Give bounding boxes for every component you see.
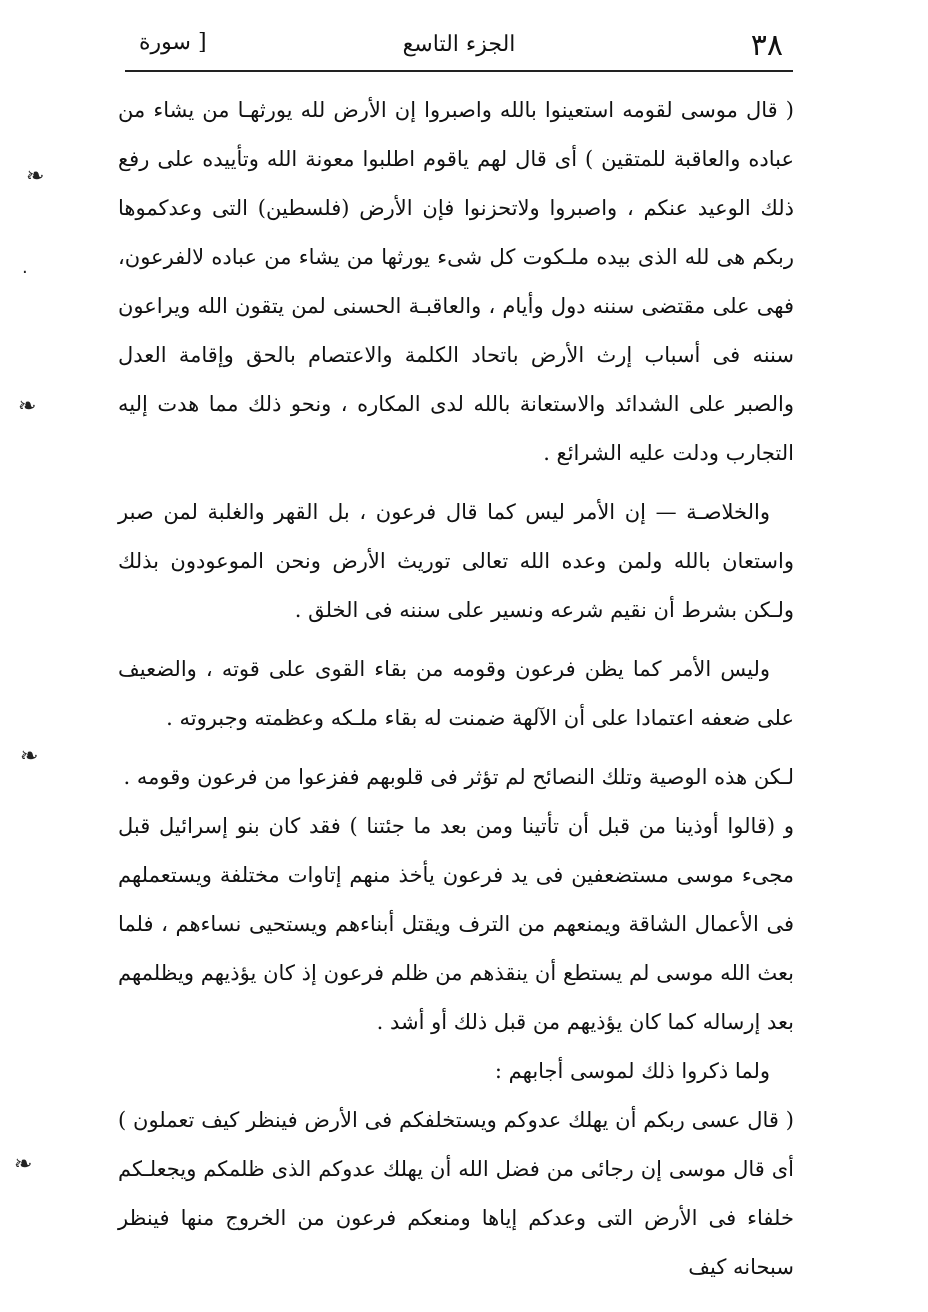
paragraph: و (قالوا أوذينا من قبل أن تأتينا ومن بعد ما جئتنا ) فقد كان بنو إسرائيل قبل مجىء موسى مستضعفين فى يد فرعون يأخذ منهم إتاوات مختلفة ويستعملهم فى الأعمال الشاقة ويمنعهم من الترف ويقتل أبناءهم ويستحيى نساءهم ، فلما بعث الله موسى لم يستطع أن ينقذهم من ظلم فرعون إذ كان يؤذيهم ويظلمهم بعد إرساله كما كان يؤذيهم من قبل ذلك أو أشد . bbox=[118, 814, 794, 1034]
page-body bbox=[118, 86, 794, 1292]
paragraph: ولما ذكروا ذلك لموسى أجابهم : bbox=[494, 1059, 770, 1083]
header-rule bbox=[125, 70, 793, 72]
running-title: الجزء التاسع bbox=[402, 32, 516, 57]
paragraph: والخلاصـة — إن الأمر ليس كما قال فرعون ، بل القهر والغلبة لمن صبر واستعان بالله ولمن وعده الله تعالى توريث الأرض ونحن الموعودون بذلك ولـكن بشرط أن نقيم شرعه ونسير على سننه فى الخلق . bbox=[118, 500, 794, 622]
page-header bbox=[125, 22, 793, 68]
margin-dot-icon: · bbox=[22, 262, 28, 283]
paragraph: ( قال عسى ربكم أن يهلك عدوكم ويستخلفكم فى الأرض فينظر كيف تعملون ) أى قال موسى إن رجائى من فضل الله أن يهلك عدوكم الذى ظلمكم ويجعلـكم خلفاء فى الأرض التى وعدكم إياها ومنعكم فرعون من الخروج منها فينظر سبحانه كيف bbox=[118, 1108, 794, 1279]
margin-mark-icon: ❧ bbox=[20, 744, 39, 769]
margin-mark-icon: ❧ bbox=[18, 394, 37, 419]
paragraph: لـكن هذه الوصية وتلك النصائح لم تؤثر فى قلوبهم ففزعوا من فرعون وقومه . bbox=[123, 765, 794, 789]
page-number: ٣٨ bbox=[750, 28, 783, 63]
paragraph: ( قال موسى لقومه استعينوا بالله واصبروا إن الأرض لله يورثهـا من يشاء من عباده والعاقبة للمتقين ) أى قال لهم ياقوم اطلبوا معونة الله وتأييده على رفع ذلك الوعيد عنكم ، واصبروا ولاتحزنوا فإن الأرض (فلسطين) التى وعدكموها ربكم هى لله الذى بيده ملـكوت كل شىء يورثها من يشاء من عباده لالفرعون، فهى على مقتضى سننه دول وأيام ، والعاقبـة الحسنى لمن يتقون الله ويراعون سننه فى أسباب إرث الأرض باتحاد الكلمة والاعتصام بالحق وإقامة العدل والصبر على الشدائد والاستعانة بالله لدى المكاره ، ونحو ذلك مما هدت إليه التجارب ودلت عليه الشرائع . bbox=[118, 98, 794, 465]
margin-mark-icon: ❧ bbox=[26, 164, 45, 189]
margin-mark-icon: ❧ bbox=[14, 1152, 33, 1177]
surah-label: [ سورة bbox=[139, 30, 207, 55]
paragraph: وليس الأمر كما يظن فرعون وقومه من بقاء القوى على قوته ، والضعيف على ضعفه اعتمادا على أن الآلهة ضمنت له بقاء ملـكه وعظمته وجبروته . bbox=[118, 657, 794, 730]
